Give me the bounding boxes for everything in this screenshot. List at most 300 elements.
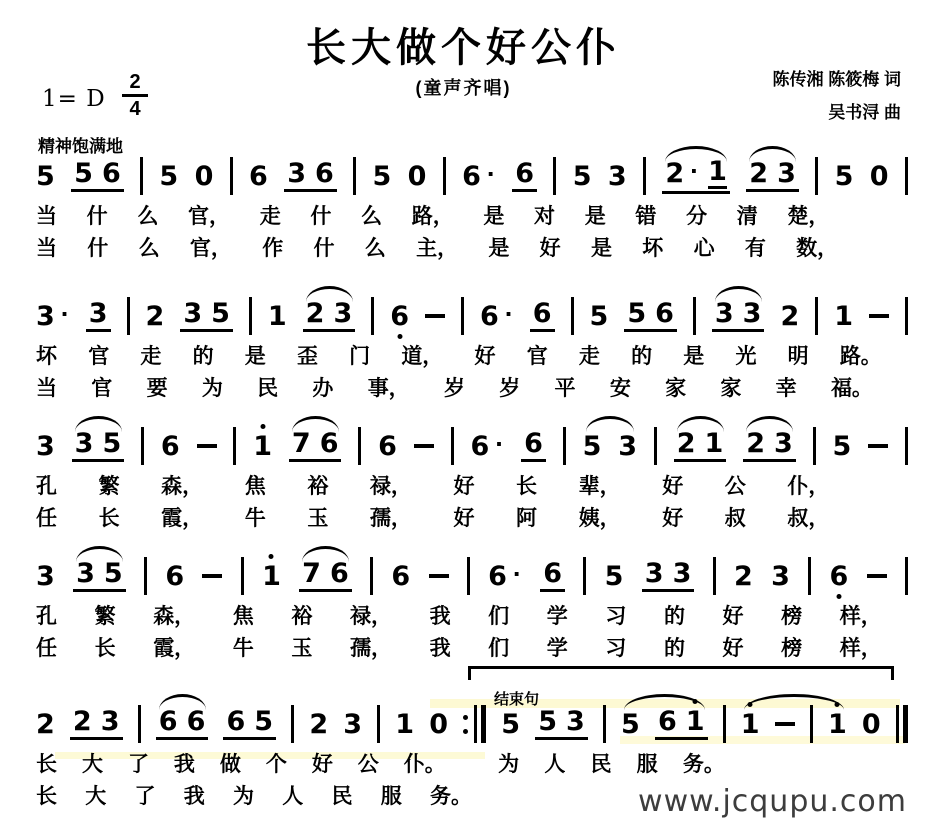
note-number: 5	[538, 706, 557, 737]
slur-arc	[292, 416, 339, 432]
note	[253, 430, 273, 462]
lyric-syllable: 什	[86, 205, 108, 228]
lyric-syllable: 有	[744, 237, 766, 260]
note	[827, 708, 847, 740]
lyric-syllable: 任	[36, 637, 57, 660]
note	[655, 300, 674, 327]
barline	[138, 705, 141, 743]
beam-group	[642, 560, 695, 592]
note-number: 5	[501, 708, 521, 740]
lyric-syllable: 牛	[244, 507, 266, 530]
note	[267, 300, 287, 332]
note	[673, 560, 692, 587]
slur-arc	[302, 546, 349, 562]
lyric-syllable: 森，	[153, 605, 196, 628]
note-number: 5	[621, 708, 640, 740]
note-number: 5	[572, 160, 592, 192]
beam-group	[284, 160, 337, 192]
note-number: 3	[565, 706, 585, 737]
note	[391, 560, 411, 592]
lyric-syllable: 办	[312, 377, 334, 400]
lyric-syllable: 官，	[188, 205, 231, 228]
note-number: 1	[262, 563, 281, 590]
dash-extension	[867, 574, 887, 578]
lyric-syllable: 习	[605, 605, 627, 628]
lyric-syllable: 禄，	[349, 605, 392, 628]
note-number: 6	[165, 560, 185, 592]
lyric-syllable: 玉	[307, 507, 329, 530]
note	[262, 560, 281, 592]
dash-extension	[869, 314, 889, 318]
augmentation-dot: ·	[486, 158, 496, 189]
note-number: 5	[589, 300, 609, 332]
note	[740, 708, 760, 740]
lyric-syllable: 光	[735, 345, 757, 368]
note-number: 6	[532, 298, 552, 329]
octave-dot-below	[397, 334, 402, 339]
note	[686, 708, 705, 735]
lyric-syllable: 阿	[516, 507, 538, 530]
lyric-syllable: 官，	[189, 237, 232, 260]
lyric-row	[36, 748, 446, 778]
notation-row	[36, 704, 908, 744]
note	[390, 300, 410, 332]
note	[677, 430, 696, 457]
lyric-syllable: 为	[498, 753, 520, 776]
note	[165, 560, 185, 592]
beam-group	[223, 708, 276, 740]
lyric-syllable: 玉	[291, 637, 313, 660]
note	[470, 428, 505, 462]
lyric-syllable: 裕	[307, 475, 329, 498]
note	[533, 300, 552, 327]
barline	[723, 705, 726, 743]
ending-section-label: 结束句	[494, 691, 540, 708]
lyric-syllable: 繁	[94, 605, 116, 628]
note-number: 3	[607, 160, 627, 192]
lyric-syllable: 主，	[416, 237, 459, 260]
beam-group	[674, 430, 727, 462]
lyric-syllable: 叔	[724, 507, 746, 530]
note-number: 6	[319, 428, 339, 459]
lyric-syllable: 学	[546, 605, 568, 628]
lyric-syllable: 孺，	[369, 507, 412, 530]
lyric-syllable: 分	[686, 205, 708, 228]
note	[407, 160, 427, 192]
lyric-syllable: 长	[36, 753, 57, 776]
beam-group	[662, 158, 730, 194]
lyric-syllable: 当	[36, 237, 57, 260]
note-number: 5	[159, 160, 179, 192]
note	[194, 160, 214, 192]
note-number: 5	[832, 430, 852, 462]
note	[829, 560, 849, 592]
note	[777, 160, 796, 187]
slur-arc	[306, 286, 353, 302]
note-number: 6	[657, 706, 677, 737]
lyric-syllable: 福。	[830, 377, 873, 400]
lyric-syllable: 家	[720, 377, 742, 400]
note	[309, 708, 329, 740]
note-number: 6	[378, 430, 397, 462]
lyric-row	[36, 780, 472, 810]
beam-group	[71, 160, 124, 192]
composer-credit: 吴书浔 曲	[828, 103, 901, 122]
note	[160, 430, 180, 462]
lyric-syllable: 官	[88, 345, 110, 368]
note-number: 2	[72, 706, 92, 737]
note	[618, 430, 638, 462]
score-line	[36, 426, 908, 546]
note-number: 2	[665, 158, 685, 189]
note-number: 2	[733, 560, 753, 592]
note-number: 1	[686, 708, 705, 735]
lyric-syllable: 习	[605, 637, 627, 660]
time-signature-top: 2	[129, 71, 141, 93]
lyric-syllable: 当	[36, 205, 57, 228]
note	[589, 300, 609, 332]
note-number: 1	[708, 156, 727, 187]
note-number: 6	[655, 298, 674, 329]
note	[621, 708, 640, 740]
note	[159, 708, 178, 735]
lyric-syllable: 安	[609, 377, 631, 400]
note	[627, 300, 646, 327]
barline	[905, 157, 908, 195]
lyric-syllable: 们	[488, 605, 510, 628]
note	[372, 160, 392, 192]
note-number: 3	[76, 558, 95, 589]
lyric-syllable: 辈，	[578, 475, 621, 498]
beam-group	[180, 300, 233, 332]
note	[582, 430, 602, 462]
lyric-syllable: 岁	[443, 377, 465, 400]
lyric-syllable: 什	[87, 237, 109, 260]
barline	[583, 557, 586, 595]
note	[89, 300, 108, 327]
barline	[370, 557, 373, 595]
note	[36, 430, 55, 462]
lyric-syllable: 服	[380, 785, 402, 808]
barline	[815, 297, 818, 335]
lyric-syllable: 民	[331, 785, 353, 808]
note-number: 1	[741, 711, 760, 738]
note	[524, 430, 543, 457]
barline	[467, 557, 470, 595]
barline	[563, 427, 566, 465]
note	[462, 158, 496, 192]
barline	[353, 157, 356, 195]
lyric-syllable: 的	[663, 605, 685, 628]
lyric-syllable: 的	[663, 637, 685, 660]
lyric-syllable: 的	[192, 345, 214, 368]
lyric-row	[36, 600, 882, 630]
lyric-syllable: 禄，	[369, 475, 412, 498]
note-number: 3	[618, 430, 638, 462]
slur-arc	[665, 146, 727, 162]
lyric-row	[36, 340, 882, 370]
lyric-syllable: 么	[138, 237, 160, 260]
note-number: 2	[676, 428, 696, 459]
slur-arc	[749, 146, 796, 162]
lyric-syllable: 焦	[232, 605, 254, 628]
lyric-syllable: 官	[526, 345, 548, 368]
lyric-syllable: 幸	[775, 377, 797, 400]
notation-row	[36, 156, 908, 196]
lyric-syllable: 歪	[296, 345, 318, 368]
note	[771, 560, 790, 592]
lyric-syllable: 叔，	[787, 507, 830, 530]
note	[333, 300, 352, 327]
lyric-syllable: 坏	[642, 237, 664, 260]
barline	[553, 157, 556, 195]
lyric-syllable: 仆，	[787, 475, 830, 498]
lyric-syllable: 是	[483, 205, 505, 228]
note-number: 2	[309, 708, 329, 740]
final-barline	[896, 705, 908, 743]
lyric-syllable: 孔	[36, 475, 57, 498]
lyric-syllable: 们	[488, 637, 510, 660]
song-subtitle: (童声齐唱)	[415, 78, 512, 98]
note-number: 6	[329, 558, 349, 589]
note	[102, 430, 121, 457]
dash-extension	[775, 722, 795, 726]
note	[187, 708, 206, 735]
lyric-syllable: 仆。	[403, 753, 446, 776]
note	[749, 160, 768, 187]
beam-group	[624, 300, 677, 332]
octave-dot-above	[260, 424, 265, 429]
time-signature-bottom: 4	[129, 98, 141, 120]
lyric-row	[36, 232, 838, 262]
lyric-syllable: 错	[635, 205, 657, 228]
lyric-syllable: 是	[683, 345, 705, 368]
barline	[358, 427, 361, 465]
lyric-syllable: 是	[590, 237, 612, 260]
note	[74, 160, 93, 187]
beam-group	[746, 160, 799, 192]
note-number: 1	[395, 708, 415, 740]
dash-extension	[429, 574, 449, 578]
lyric-syllable: 当	[36, 377, 57, 400]
lyric-syllable: 道，	[401, 345, 444, 368]
note	[330, 560, 349, 587]
lyric-syllable: 霞，	[153, 637, 196, 660]
note	[869, 160, 889, 192]
score-line	[36, 296, 908, 416]
lyric-syllable: 么	[364, 237, 386, 260]
note-number: 3	[100, 706, 120, 737]
note	[36, 298, 70, 332]
barline	[571, 297, 574, 335]
lyric-syllable: 我	[183, 785, 205, 808]
note	[665, 158, 699, 189]
tempo-marking: 精神饱满地	[38, 137, 123, 156]
watermark-text: www.jcqupu.com	[638, 784, 907, 819]
lyric-syllable: 路，	[411, 205, 454, 228]
lyric-syllable: 为	[233, 785, 254, 808]
note-number: 1	[253, 433, 272, 460]
beam-group	[72, 430, 125, 462]
dash-extension	[425, 314, 445, 318]
lyric-syllable: 为	[201, 377, 223, 400]
barline	[127, 297, 130, 335]
lyric-syllable: 么	[361, 205, 383, 228]
octave-dot-below	[836, 594, 841, 599]
lyric-syllable: 裕	[291, 605, 313, 628]
barline	[815, 157, 818, 195]
note	[211, 300, 230, 327]
note-number: 6	[391, 560, 411, 592]
note	[75, 430, 94, 457]
lyric-syllable: 长	[98, 507, 120, 530]
note	[780, 300, 800, 332]
note	[479, 298, 514, 332]
note	[645, 560, 664, 587]
note-number: 6	[160, 430, 180, 462]
lyric-syllable: 焦	[244, 475, 266, 498]
note	[834, 160, 854, 192]
note-number: 0	[407, 160, 427, 192]
barline	[241, 557, 244, 595]
lyric-syllable: 了	[127, 753, 149, 776]
lyric-syllable: 家	[665, 377, 687, 400]
note	[705, 430, 724, 457]
lyric-row	[36, 632, 882, 662]
note	[343, 708, 363, 740]
lyric-syllable: 好	[662, 475, 684, 498]
note	[774, 430, 793, 457]
lyric-syllable: 好	[662, 507, 684, 530]
note-number: 2	[780, 300, 800, 332]
note-number: 6	[249, 160, 268, 192]
note-number: 5	[103, 558, 123, 589]
note	[604, 560, 624, 592]
note-number: 5	[74, 158, 93, 189]
lyric-syllable: 榜	[781, 605, 803, 628]
lyric-syllable: 走	[259, 205, 281, 228]
note-number: 6	[524, 428, 543, 459]
note	[861, 708, 881, 740]
note-number: 3	[287, 158, 306, 189]
note-number: 6	[543, 558, 563, 589]
beam-group	[512, 160, 537, 192]
lyric-syllable: 了	[134, 785, 156, 808]
lyric-syllable: 好	[453, 475, 475, 498]
note	[708, 158, 727, 189]
note-number: 5	[604, 560, 624, 592]
lyric-syllable: 牛	[232, 637, 254, 660]
note	[101, 708, 120, 735]
barline	[813, 427, 816, 465]
beam-group	[303, 300, 356, 332]
note-number: 5	[102, 428, 122, 459]
barline	[377, 705, 380, 743]
lyricist-credit: 陈传湘 陈筱梅 词	[772, 70, 901, 89]
note-number: 2	[305, 298, 325, 329]
octave-dot-above	[269, 554, 274, 559]
dash-extension	[202, 574, 222, 578]
lyric-syllable: 样，	[839, 637, 882, 660]
lyric-syllable: 路。	[839, 345, 882, 368]
lyric-syllable: 好	[474, 345, 496, 368]
lyric-syllable: 做	[219, 753, 241, 776]
note-number: 7	[302, 558, 321, 589]
note	[515, 160, 534, 187]
note	[395, 708, 415, 740]
lyric-syllable: 好	[311, 753, 333, 776]
lyric-syllable: 人	[544, 753, 566, 776]
lyric-syllable: 孺，	[349, 637, 392, 660]
note	[832, 430, 852, 462]
lyric-syllable: 什	[313, 237, 335, 260]
note	[76, 560, 95, 587]
note-number: 1	[834, 300, 854, 332]
lyric-syllable: 明	[787, 345, 809, 368]
beam-group	[299, 560, 352, 592]
note	[743, 300, 762, 327]
note-number: 6	[470, 430, 490, 462]
lyric-syllable: 孔	[36, 605, 57, 628]
lyric-syllable: 楚，	[787, 205, 830, 228]
beam-group	[156, 708, 209, 740]
lyric-syllable: 长	[516, 475, 538, 498]
note	[36, 708, 55, 740]
lyric-syllable: 官	[91, 377, 113, 400]
note	[429, 708, 449, 740]
lyric-syllable: 公	[724, 475, 746, 498]
beam-group	[540, 560, 565, 592]
beam-group	[535, 708, 588, 740]
beam-group	[73, 560, 126, 592]
note	[746, 430, 765, 457]
note-number: 5	[254, 706, 274, 737]
lyric-syllable: 我	[429, 605, 451, 628]
key-signature: 1= D	[42, 86, 106, 112]
note-number: 6	[515, 158, 535, 189]
augmentation-dot: ·	[690, 156, 700, 186]
lyric-syllable: 样，	[839, 605, 882, 628]
note	[102, 160, 121, 187]
note-number: 6	[158, 706, 178, 737]
note-number: 7	[291, 428, 311, 459]
note	[538, 708, 557, 735]
note	[834, 300, 854, 332]
lyric-syllable: 门	[349, 345, 371, 368]
notation-row	[36, 296, 908, 336]
barline	[905, 427, 908, 465]
lyric-syllable: 好	[453, 507, 475, 530]
note-number: 3	[777, 158, 796, 189]
note	[315, 160, 334, 187]
lyric-syllable: 的	[631, 345, 653, 368]
note-number: 3	[771, 560, 790, 592]
barline	[233, 427, 236, 465]
note	[254, 708, 273, 735]
note-number: 2	[36, 708, 55, 740]
note-number: 0	[429, 708, 449, 740]
note	[566, 708, 585, 735]
lyric-syllable: 什	[310, 205, 332, 228]
note-number: 2	[746, 428, 765, 459]
note-number: 5	[834, 160, 854, 192]
slur-arc	[677, 416, 724, 432]
slur-arc	[75, 416, 122, 432]
note	[36, 560, 55, 592]
lyric-syllable: 大	[85, 785, 107, 808]
lyric-syllable: 民	[257, 377, 279, 400]
barline	[643, 157, 646, 195]
